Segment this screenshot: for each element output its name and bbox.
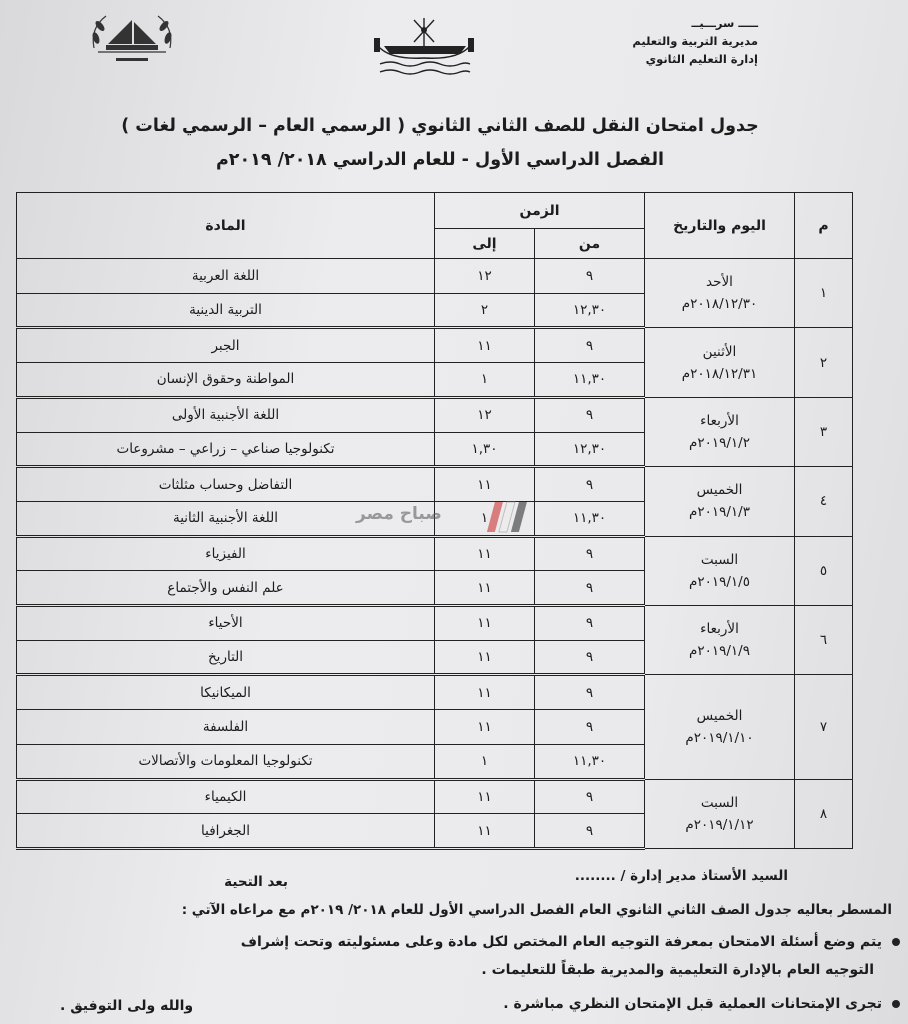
time-from: ٩	[535, 397, 645, 432]
subject-name: اللغة العربية	[17, 259, 435, 294]
header-subject: المادة	[17, 193, 435, 259]
row-number: ١	[795, 259, 853, 328]
time-from: ٩	[535, 675, 645, 710]
time-from: ٩	[535, 814, 645, 849]
time-from: ٩	[535, 710, 645, 745]
subject-name: الكيمياء	[17, 779, 435, 814]
row-number: ٣	[795, 397, 853, 466]
time-from: ٩	[535, 640, 645, 675]
table-row	[17, 536, 853, 571]
subject-name: تكنولوجيا المعلومات والأتصالات	[17, 744, 435, 779]
subject-name: الأحياء	[17, 606, 435, 641]
time-to: ١	[435, 744, 535, 779]
table-row	[17, 779, 853, 814]
watermark-text: صباح مصر	[356, 504, 442, 524]
exam-date: ٢٠١٩/١/١٢م	[685, 816, 754, 833]
day-name: الخميس	[696, 707, 743, 724]
row-number: ٨	[795, 779, 853, 848]
exam-date: ٢٠١٩/١/١٠م	[685, 729, 754, 746]
time-to: ١٢	[435, 259, 535, 294]
time-to: ١١	[435, 675, 535, 710]
day-date-cell	[645, 467, 795, 536]
day-name: الأحد	[706, 274, 733, 291]
time-to: ٢	[435, 293, 535, 328]
time-from: ٩	[535, 536, 645, 571]
time-from: ١٢,٣٠	[535, 432, 645, 467]
time-to: ١,٣٠	[435, 432, 535, 467]
day-name: الأثنين	[702, 343, 737, 360]
bullet-text-2: تجرى الإمتحانات العملية قبل الإمتحان النظري مباشرة .	[503, 996, 882, 1012]
header-num: م	[795, 193, 853, 259]
header-day-date: اليوم والتاريخ	[645, 193, 795, 259]
bullet-item	[10, 928, 900, 984]
time-from: ١١,٣٠	[535, 363, 645, 398]
table-row	[17, 328, 853, 363]
exam-date: ٢٠١٩/١/٣م	[689, 504, 750, 521]
time-from: ٩	[535, 328, 645, 363]
time-from: ١١,٣٠	[535, 744, 645, 779]
bullet-text-1-cont: التوجيه العام بالإدارة التعليمية والمديرية طبقاً للتعليمات .	[481, 962, 874, 978]
table-row	[17, 606, 853, 641]
day-date-cell	[645, 259, 795, 328]
row-number: ٦	[795, 606, 853, 675]
subject-name: التفاضل وحساب مثلثات	[17, 467, 435, 502]
day-date-cell	[645, 536, 795, 605]
row-number: ٧	[795, 675, 853, 779]
row-number: ٥	[795, 536, 853, 605]
day-name: الأربعاء	[700, 413, 739, 430]
time-to: ١١	[435, 571, 535, 606]
day-name: الخميس	[696, 482, 743, 499]
governorate-emblem-logo	[370, 16, 478, 82]
subject-name: اللغة الأجنبية الأولى	[17, 397, 435, 432]
time-from: ١٢,٣٠	[535, 293, 645, 328]
time-from: ٩	[535, 606, 645, 641]
header-top-line: ـــــ سرـــيــ	[691, 16, 758, 30]
subject-name: تكنولوجيا صناعي – زراعي – مشروعات	[17, 432, 435, 467]
document-title: جدول امتحان النقل للصف الثاني الثانوي ( الرسمي العام – الرسمي لغات )	[121, 116, 759, 136]
exam-date: ٢٠١٨/١٢/٣١م	[681, 365, 758, 382]
greeting-line: بعد التحية	[224, 874, 288, 890]
subject-name: علم النفس والأجتماع	[17, 571, 435, 606]
bullet-icon	[892, 938, 900, 946]
row-number: ٢	[795, 328, 853, 397]
time-from: ٩	[535, 571, 645, 606]
subject-name: التربية الدينية	[17, 293, 435, 328]
letterhead	[558, 14, 758, 68]
table-row	[17, 675, 853, 710]
row-number: ٤	[795, 467, 853, 536]
header-time: الزمن	[435, 193, 645, 229]
subject-name: اللغة الأجنبية الثانية	[17, 501, 435, 536]
subject-name: الميكانيكا	[17, 675, 435, 710]
document-subtitle: الفصل الدراسي الأول - للعام الدراسي ٢٠١٨/ ٢٠١٩م	[215, 150, 665, 170]
time-to: ١٢	[435, 397, 535, 432]
header-from: من	[535, 229, 645, 259]
time-to: ١١	[435, 779, 535, 814]
exam-date: ٢٠١٩/١/٥م	[689, 573, 750, 590]
exam-date: ٢٠١٩/١/٩م	[689, 643, 750, 660]
subject-name: الفيزياء	[17, 536, 435, 571]
time-to: ١١	[435, 814, 535, 849]
time-to: ١١	[435, 467, 535, 502]
bullet-icon	[892, 1000, 900, 1008]
day-name: السبت	[700, 551, 739, 568]
time-to: ١١	[435, 536, 535, 571]
table-row	[17, 259, 853, 294]
day-date-cell	[645, 397, 795, 466]
day-date-cell	[645, 675, 795, 779]
day-date-cell	[645, 606, 795, 675]
day-date-cell	[645, 779, 795, 848]
time-to: ١١	[435, 710, 535, 745]
day-date-cell	[645, 328, 795, 397]
time-to: ١	[435, 363, 535, 398]
time-to: ١١	[435, 328, 535, 363]
header-to: إلى	[435, 229, 535, 259]
time-to: ١١	[435, 640, 535, 675]
department-name: إدارة التعليم الثانوي	[645, 52, 758, 66]
day-name: الأربعاء	[700, 621, 739, 638]
subject-name: الجغرافيا	[17, 814, 435, 849]
addressee-line: السيد الأستاذ مدير إدارة / ........	[574, 868, 788, 884]
subject-name: الجبر	[17, 328, 435, 363]
table-row	[17, 397, 853, 432]
bullet-text-1: يتم وضع أسئلة الامتحان بمعرفة التوجيه العام المختص لكل مادة وعلى مسئوليته وتحت إشراف	[240, 934, 882, 950]
closing-line: والله ولى التوفيق .	[60, 998, 194, 1014]
time-to: ١١	[435, 606, 535, 641]
time-to: ١	[435, 501, 535, 536]
exam-date: ٢٠١٩/١/٢م	[689, 435, 750, 452]
table-row	[17, 467, 853, 502]
watermark	[356, 498, 536, 538]
subject-name: الفلسفة	[17, 710, 435, 745]
time-from: ٩	[535, 779, 645, 814]
exam-date: ٢٠١٨/١٢/٣٠م	[681, 296, 758, 313]
subject-name: التاريخ	[17, 640, 435, 675]
schedule-body	[17, 259, 853, 849]
ministry-emblem-logo	[86, 8, 178, 74]
time-from: ٩	[535, 259, 645, 294]
directorate-name: مديرية التربية والتعليم	[632, 34, 758, 48]
subject-name: المواطنة وحقوق الإنسان	[17, 363, 435, 398]
time-from: ١١,٣٠	[535, 501, 645, 536]
time-from: ٩	[535, 467, 645, 502]
day-name: السبت	[700, 794, 739, 811]
intro-line: المسطر بعاليه جدول الصف الثاني الثانوي العام الفصل الدراسي الأول للعام ٢٠١٨/ ٢٠١٩م مع مراعاه الآتي :	[181, 902, 892, 918]
